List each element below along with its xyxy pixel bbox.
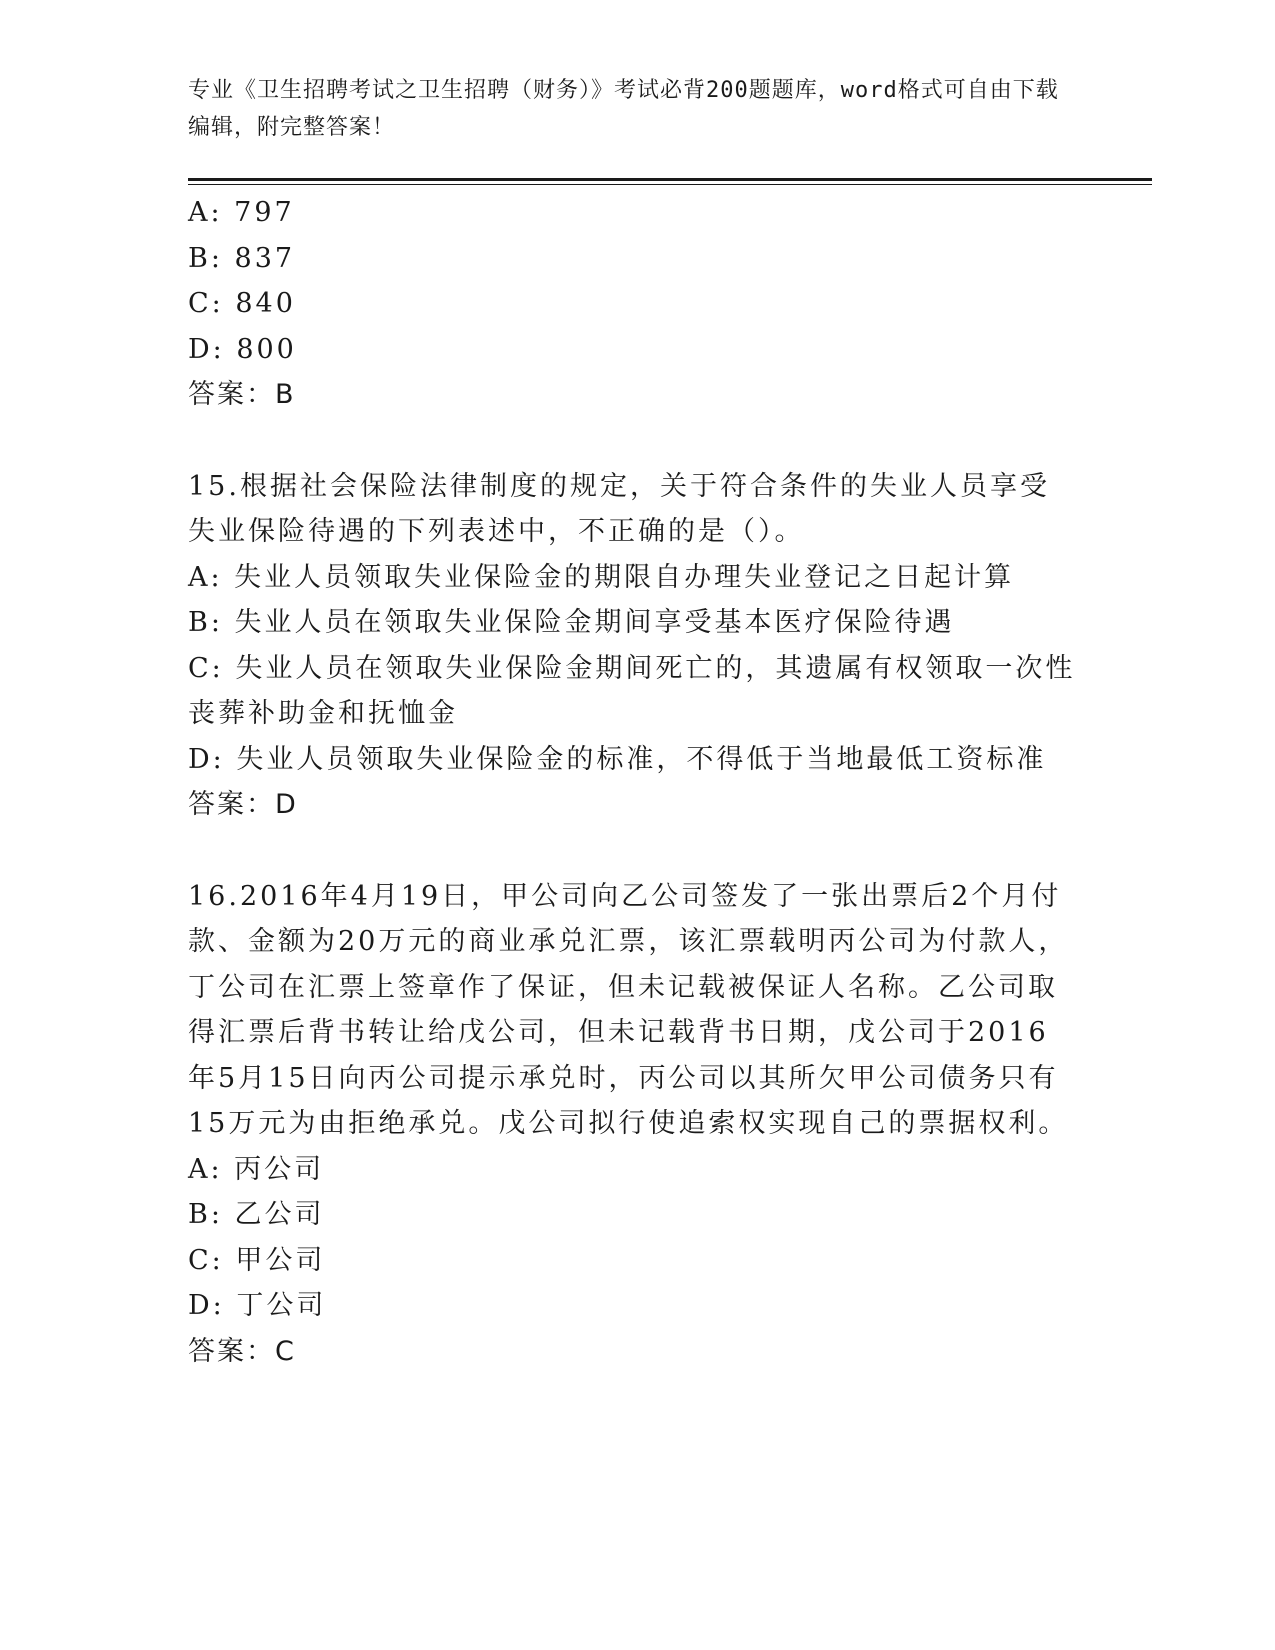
spacer bbox=[188, 828, 1078, 874]
question-stem: 15.根据社会保险法律制度的规定，关于符合条件的失业人员享受失业保险待遇的下列表述中，不正确的是（）。 bbox=[188, 470, 1050, 547]
option-c: C: 失业人员在领取失业保险金期间死亡的，其遗属有权领取一次性丧葬补助金和抚恤金 bbox=[188, 652, 1076, 729]
answer-line: 答案：C bbox=[188, 1335, 296, 1367]
answer-line: 答案：D bbox=[188, 789, 298, 820]
option-a: A: 797 bbox=[188, 197, 295, 228]
option-c: C: 甲公司 bbox=[188, 1244, 326, 1276]
header-divider-thin bbox=[188, 184, 1152, 185]
option-a: A: 丙公司 bbox=[188, 1153, 325, 1185]
option-d: D: 丁公司 bbox=[188, 1290, 327, 1321]
option-b: B: 乙公司 bbox=[188, 1199, 325, 1230]
document-header bbox=[188, 72, 1068, 146]
document-body bbox=[188, 190, 1078, 1374]
answer-line: 答案：B bbox=[188, 379, 296, 410]
question-block-16 bbox=[188, 874, 1078, 1375]
spacer bbox=[188, 418, 1078, 464]
option-b: B: 失业人员在领取失业保险金期间享受基本医疗保险待遇 bbox=[188, 607, 955, 638]
header-divider-thick bbox=[188, 178, 1152, 181]
header-title: 专业《卫生招聘考试之卫生招聘（财务）》考试必背200题题库，word格式可自由下载编辑，附完整答案！ bbox=[188, 78, 1059, 140]
question-block-prev bbox=[188, 190, 1078, 418]
question-block-15 bbox=[188, 464, 1078, 828]
question-stem: 16.2016年4月19日，甲公司向乙公司签发了一张出票后2个月付款、金额为20万元的商业承兑汇票，该汇票载明丙公司为付款人，丁公司在汇票上签章作了保证，但未记载被保证人名称。乙公司取得汇票后背书转让给戊公司，但未记载背书日期，戊公司于2016年5月15日向丙公司提示承兑时，丙公司以其所欠甲公司债务只有15万元为由拒绝承兑。戊公司拟行使追索权实现自己的票据权利。 bbox=[188, 880, 1069, 1139]
option-d: D: 800 bbox=[188, 333, 297, 365]
option-a: A: 失业人员领取失业保险金的期限自办理失业登记之日起计算 bbox=[188, 561, 1015, 593]
option-b: B: 837 bbox=[188, 242, 296, 274]
option-c: C: 840 bbox=[188, 288, 296, 319]
option-d: D: 失业人员领取失业保险金的标准，不得低于当地最低工资标准 bbox=[188, 743, 1047, 775]
